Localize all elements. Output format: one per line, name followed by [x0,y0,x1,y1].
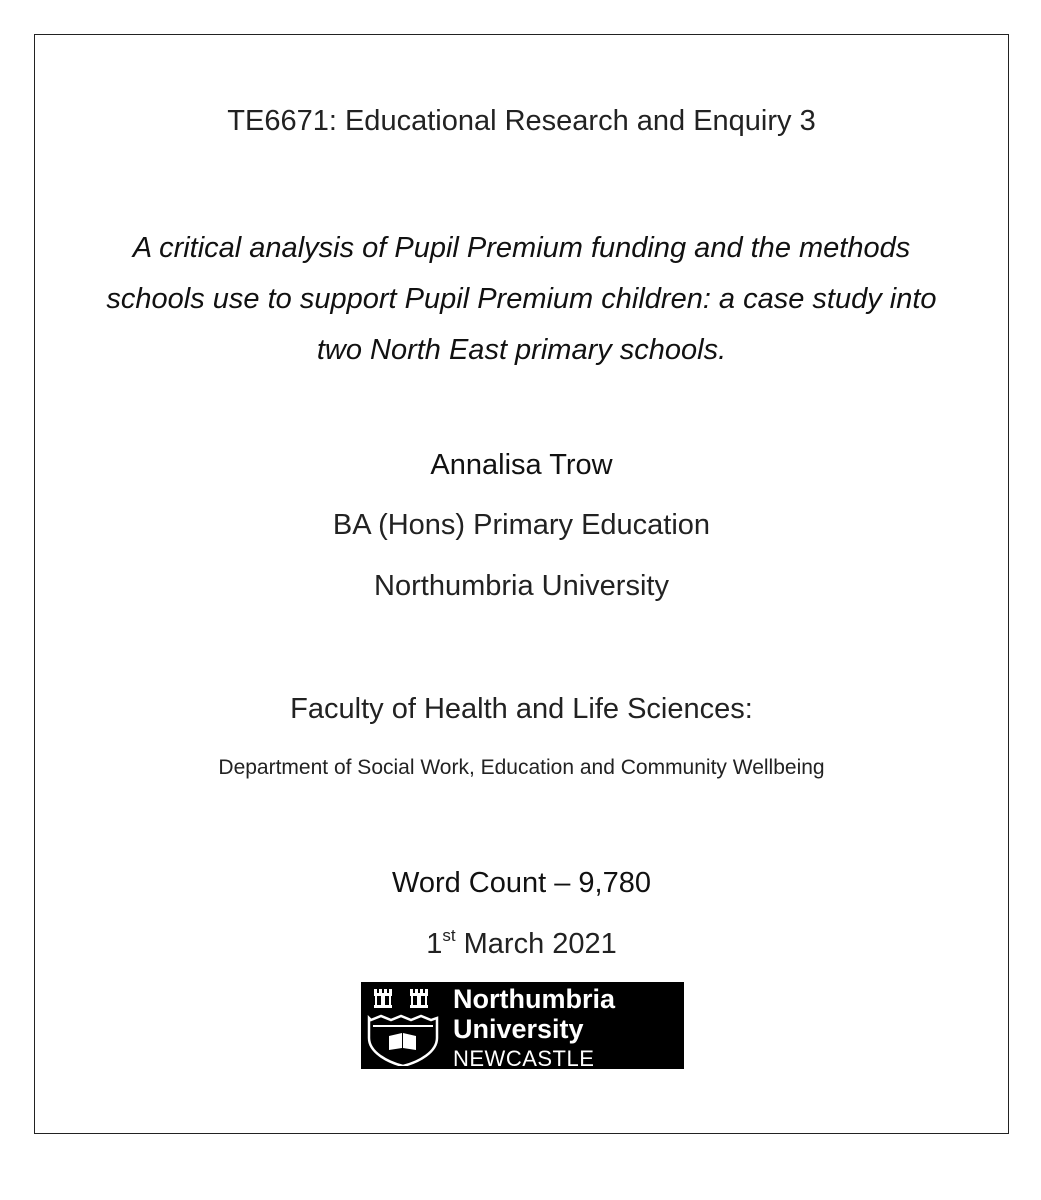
logo-text-newcastle: NEWCASTLE [453,1046,595,1069]
dissertation-title [35,223,1008,376]
faculty-name: Faculty of Health and Life Sciences: [290,693,753,725]
logo-text-university: University [453,1014,584,1044]
date-rest: March 2021 [455,928,617,960]
word-count: Word Count – 9,780 [391,867,652,899]
university-name: Northumbria University [374,570,669,602]
submission-date [35,928,1008,961]
document-page [34,34,1009,1134]
logo-text-northumbria: Northumbria [453,984,615,1014]
title-line: A critical analysis of Pupil Premium funding and the methods [132,232,911,264]
university-logo [361,982,684,1069]
title-line: schools use to support Pupil Premium children: a case study into [106,283,937,315]
title-line: two North East primary schools. [316,334,727,366]
degree-name: BA (Hons) Primary Education [332,509,711,541]
castle-shield-crest-icon [367,986,447,1066]
module-code-title: TE6671: Educational Research and Enquiry 3 [227,105,816,137]
author-name: Annalisa Trow [430,449,613,481]
date-suffix: st [442,926,456,945]
date-day: 1 [426,928,443,960]
department-name: Department of Social Work, Education and Community Wellbeing [218,756,825,779]
